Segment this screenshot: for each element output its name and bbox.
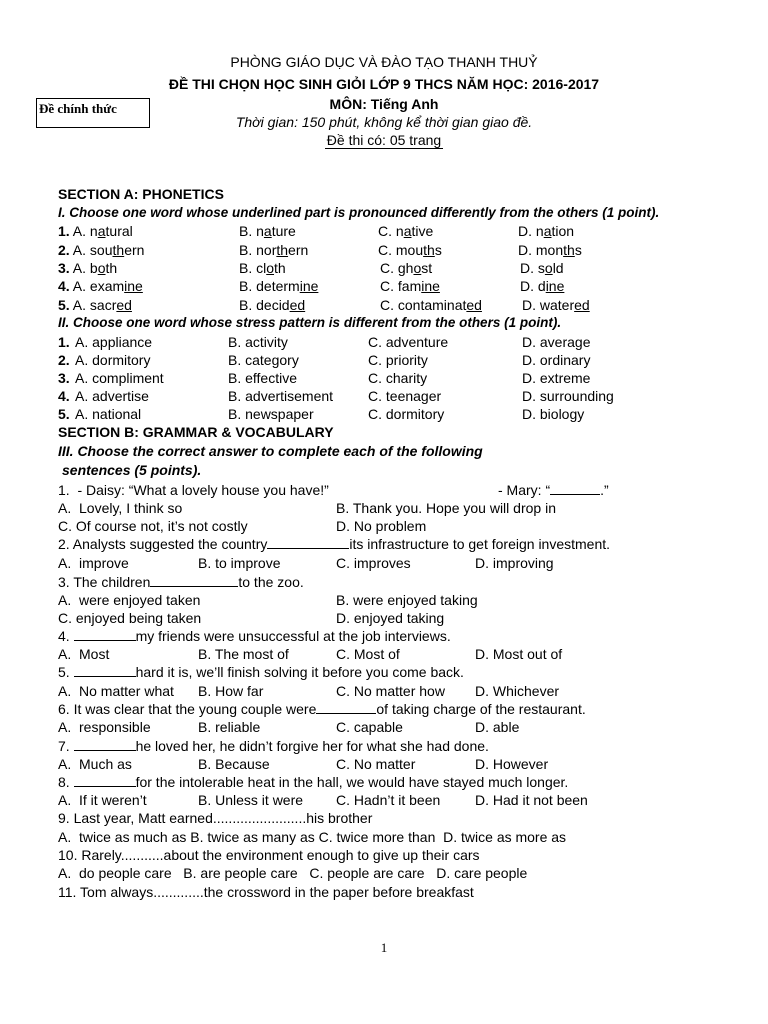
- page-number: 1: [380, 940, 388, 955]
- part-ii-instruction: II. Choose one word whose stress pattern is different from the others (1 point).: [58, 315, 562, 330]
- exam-subject: MÔN: Tiếng Anh: [329, 96, 439, 112]
- part-i-instruction: I. Choose one word whose underlined part is pronounced differently from the others (1 point).: [58, 205, 660, 220]
- section-b-title: SECTION B: GRAMMAR & VOCABULARY: [58, 424, 334, 440]
- exam-title: ĐỀ THI CHỌN HỌC SINH GIỎI LỚP 9 THCS NĂM HỌC: 2016-2017: [168, 76, 600, 92]
- official-exam-box: [36, 98, 150, 128]
- exam-pages: Đề thi có: 05 trang: [326, 132, 442, 148]
- part-iii-instruction-cont: sentences (5 points).: [62, 462, 202, 478]
- department-text: PHÒNG GIÁO DỤC VÀ ĐÀO TẠO THANH THUỶ: [230, 54, 538, 70]
- department-line: [0, 54, 768, 70]
- exam-time: Thời gian: 150 phút, không kể thời gian giao đề.: [235, 114, 533, 130]
- section-a-title: SECTION A: PHONETICS: [58, 186, 224, 202]
- official-exam-label: Đề chính thức: [39, 101, 117, 116]
- part-iii-instruction: III. Choose the correct answer to complete each of the following: [58, 443, 483, 459]
